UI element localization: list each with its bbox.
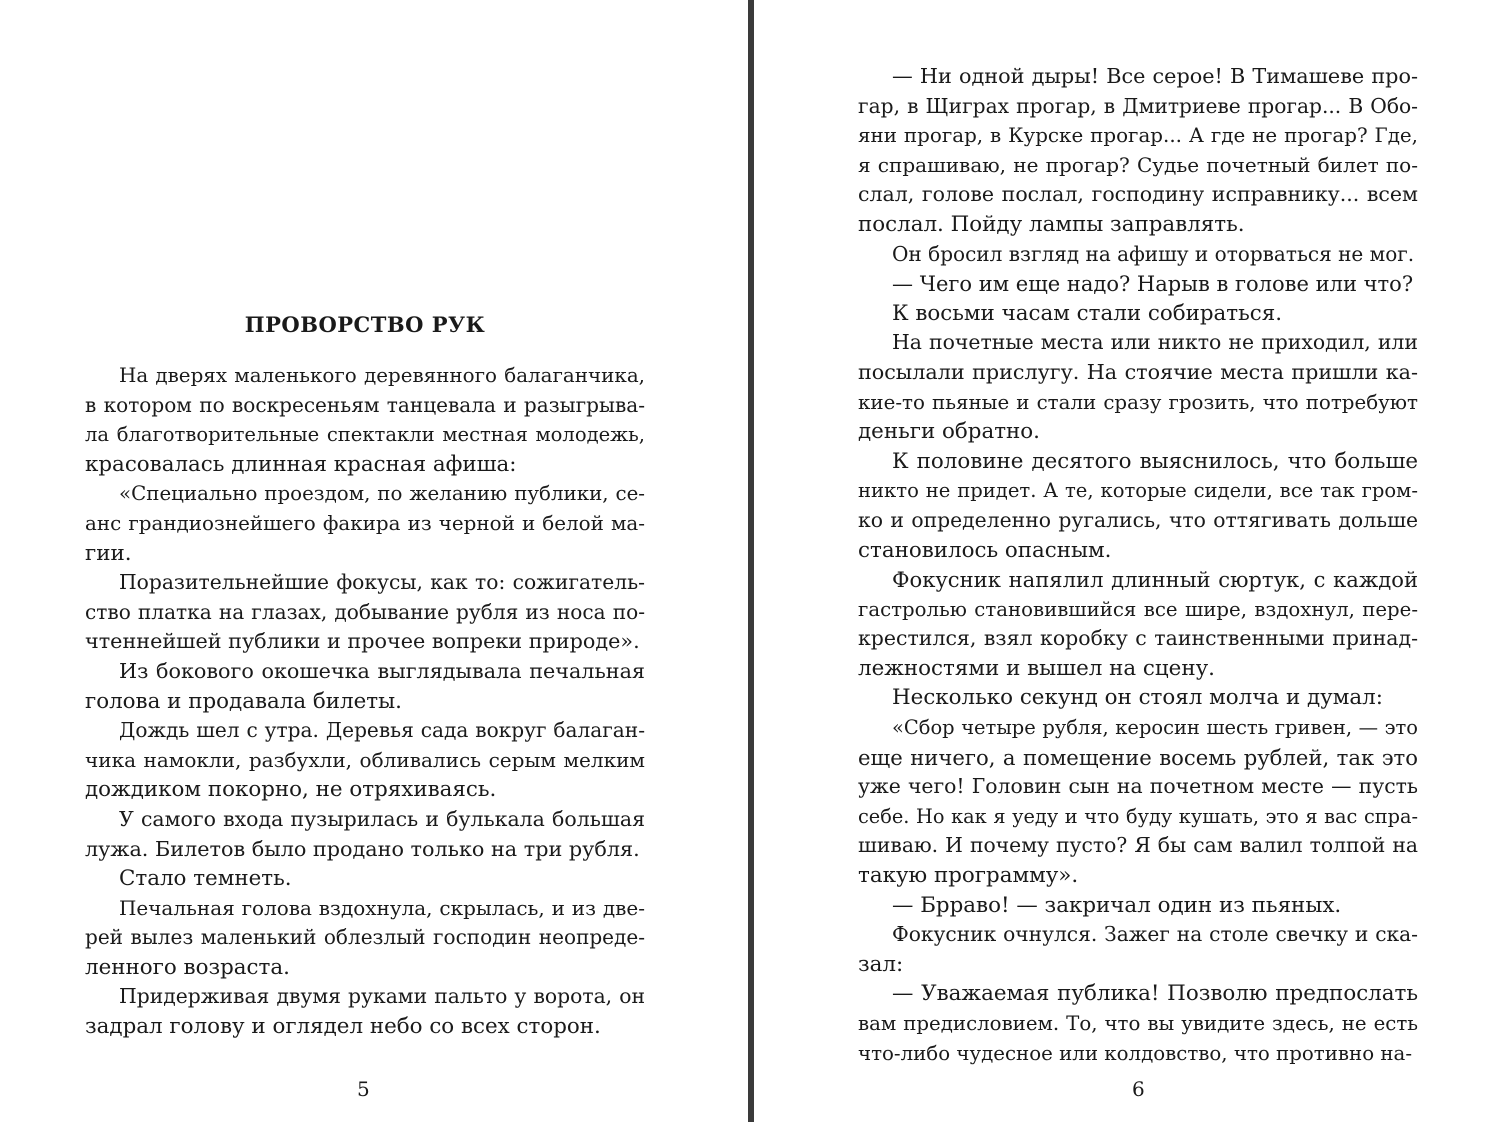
text-line: шиваю. И почему пусто? Я бы сам валил толпой на bbox=[858, 833, 1418, 858]
text-line: ко и определенно ругались, что оттягивать дольше bbox=[858, 507, 1418, 532]
text-line: К восьми часам стали собираться. bbox=[892, 300, 1283, 326]
text-line: Несколько секунд он стоял молча и думал: bbox=[892, 685, 1383, 711]
paragraph bbox=[858, 62, 1418, 240]
paragraph bbox=[858, 269, 1418, 299]
paragraph bbox=[858, 240, 1418, 270]
left-page-text bbox=[85, 361, 645, 1042]
text-line: ленного возраста. bbox=[85, 954, 290, 980]
right-page bbox=[754, 0, 1500, 1122]
text-line: уже чего! Головин сын на почетном месте — пусть bbox=[858, 774, 1418, 799]
text-line: лужа. Билетов было продано только на три рубля. bbox=[85, 836, 640, 861]
text-line: я спрашиваю, не прогар? Судье почетный билет по- bbox=[858, 152, 1418, 177]
text-line: зал: bbox=[858, 951, 904, 977]
paragraph bbox=[85, 361, 645, 479]
text-line: кие-то пьяные и стали сразу грозить, что потребуют bbox=[858, 390, 1418, 414]
text-line: становилось опасным. bbox=[858, 537, 1112, 563]
text-line: ство платка на глазах, добывание рубля из носа по- bbox=[85, 599, 645, 624]
text-line: Поразительнейшие фокусы, как то: сожигатель- bbox=[119, 570, 645, 595]
text-line: На дверях маленького деревянного балаганчика, bbox=[119, 364, 645, 387]
text-line: анс грандиознейшего факира из черной и белой ма- bbox=[85, 511, 645, 535]
text-line: Печальная голова вздохнула, скрылась, и из две- bbox=[119, 895, 645, 920]
text-line: чтеннейшей публики и прочее вопреки природе». bbox=[85, 629, 640, 654]
page-number-left: 5 bbox=[357, 1077, 370, 1101]
text-line: послал. Пойду лампы заправлять. bbox=[858, 211, 1245, 237]
left-page bbox=[0, 0, 748, 1122]
paragraph bbox=[858, 979, 1418, 1068]
paragraph bbox=[858, 920, 1418, 979]
text-line: дождиком покорно, не отряхиваясь. bbox=[85, 777, 497, 803]
paragraph bbox=[858, 891, 1418, 921]
text-line: рей вылез маленький облезлый господин неопреде- bbox=[85, 925, 645, 950]
text-line: Из бокового окошечка выглядывала печальная bbox=[119, 658, 645, 683]
text-line: гии. bbox=[85, 540, 132, 566]
paragraph bbox=[858, 328, 1418, 446]
text-line: У самого входа пузырилась и булькала большая bbox=[119, 806, 645, 831]
text-line: — Брраво! — закричал один из пьяных. bbox=[892, 892, 1342, 918]
text-line: яни прогар, в Курске прогар... А где не прогар? Где, bbox=[858, 124, 1418, 148]
paragraph bbox=[85, 479, 645, 568]
text-line: задрал голову и оглядел небо со всех сторон. bbox=[85, 1014, 601, 1040]
text-line: себе. Но как я уеду и что буду кушать, это я вас спра- bbox=[858, 804, 1418, 828]
text-line: посылали прислугу. На стоячие места пришли ка- bbox=[858, 359, 1418, 384]
text-line: — Чего им еще надо? Нарыв в голове или что? bbox=[892, 271, 1414, 297]
text-line: Стало темнеть. bbox=[119, 866, 292, 892]
text-line: «Специально проездом, по желанию публики, се- bbox=[119, 482, 645, 506]
text-line: вам предисловием. То, что вы увидите здесь, не есть bbox=[858, 1012, 1418, 1035]
text-line: крестился, взял коробку с таинственными принад- bbox=[858, 626, 1418, 651]
paragraph bbox=[858, 683, 1418, 713]
paragraph bbox=[85, 568, 645, 657]
text-line: Дождь шел с утра. Деревья сада вокруг балаган- bbox=[119, 718, 645, 743]
text-line: Он бросил взгляд на афишу и оторваться не мог. bbox=[892, 241, 1415, 266]
text-line: еще ничего, а помещение восемь рублей, так это bbox=[858, 744, 1418, 770]
paragraph bbox=[85, 894, 645, 983]
paragraph bbox=[85, 716, 645, 805]
text-line: гастролью становившийся все шире, вздохнул, пере- bbox=[858, 597, 1418, 621]
paragraph bbox=[85, 657, 645, 716]
text-line: К половине десятого выяснилось, что больше bbox=[892, 448, 1418, 474]
text-line: такую программу». bbox=[858, 863, 1079, 889]
text-line: — Уважаемая публика! Позволю предпослать bbox=[892, 981, 1418, 1007]
text-line: никто не придет. А те, которые сидели, все так гром- bbox=[858, 479, 1418, 503]
text-line: ла благотворительные спектакли местная молодежь, bbox=[85, 423, 645, 447]
text-line: красовалась длинная красная афиша: bbox=[85, 451, 517, 477]
text-line: чика намокли, разбухли, обливались серым мелким bbox=[85, 747, 645, 772]
text-line: гар, в Щиграх прогар, в Дмитриеве прогар... В Обо- bbox=[858, 93, 1418, 118]
text-line: голова и продавала билеты. bbox=[85, 688, 402, 714]
story-title: ПРОВОРСТВО РУК bbox=[244, 312, 486, 337]
page-number-right: 6 bbox=[1132, 1077, 1145, 1101]
right-page-text bbox=[858, 62, 1418, 1068]
paragraph bbox=[85, 864, 645, 894]
text-line: Фокусник очнулся. Зажег на столе свечку и ска- bbox=[892, 922, 1418, 947]
paragraph bbox=[858, 299, 1418, 329]
paragraph bbox=[858, 713, 1418, 891]
paragraph bbox=[858, 447, 1418, 565]
text-line: Фокусник напялил длинный сюртук, с каждой bbox=[892, 567, 1418, 593]
paragraph bbox=[85, 982, 645, 1041]
paragraph bbox=[85, 805, 645, 864]
paragraph bbox=[858, 565, 1418, 683]
text-line: что-либо чудесное или колдовство, что противно на- bbox=[858, 1041, 1413, 1065]
text-line: Придерживая двумя руками пальто у ворота, он bbox=[119, 984, 645, 1009]
text-line: «Сбор четыре рубля, керосин шесть гривен, — это bbox=[892, 716, 1418, 740]
text-line: в котором по воскресеньям танцевала и разыгрыва- bbox=[85, 392, 645, 417]
text-line: лежностями и вышел на сцену. bbox=[858, 655, 1215, 681]
text-line: На почетные места или никто не приходил, или bbox=[892, 330, 1418, 355]
text-line: — Ни одной дыры! Все серое! В Тимашеве про- bbox=[892, 64, 1418, 88]
text-line: слал, голове послал, господину исправнику... всем bbox=[858, 182, 1418, 207]
text-line: деньги обратно. bbox=[858, 419, 1040, 445]
